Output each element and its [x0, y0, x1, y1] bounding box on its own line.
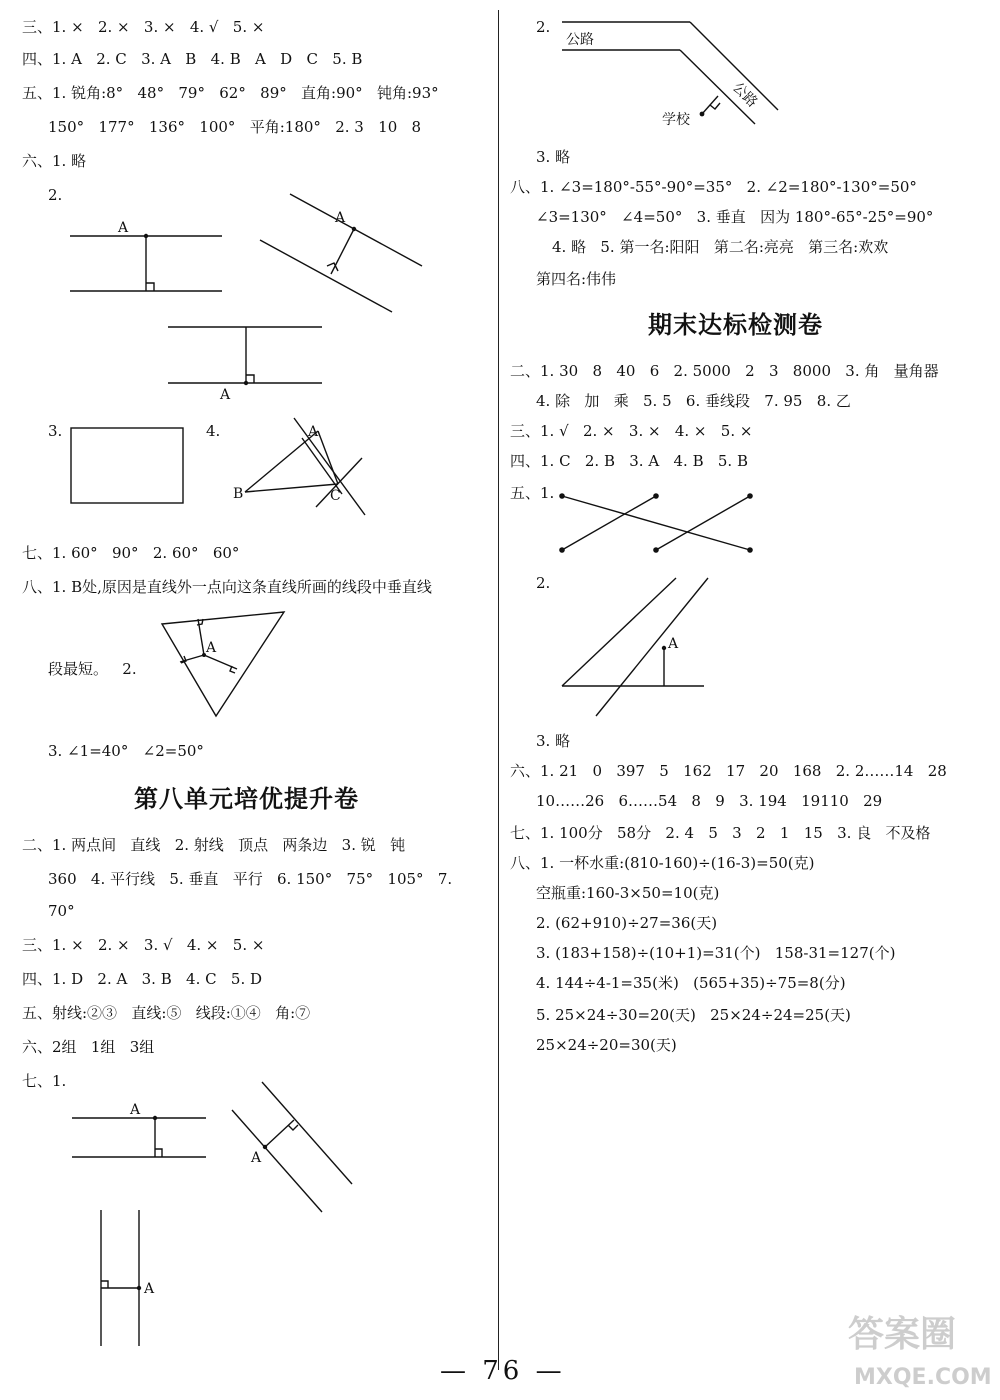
answer-line: 2. (62+910)÷27=36(天) [536, 914, 718, 932]
answer-line: 第四名:伟伟 [536, 270, 617, 288]
answer-line: 八、1. B处,原因是直线外一点向这条直线所画的线段中垂直线 [22, 578, 432, 596]
parallel-line [232, 1110, 322, 1212]
school-point [700, 112, 705, 117]
answer-line: 六、1. 略 [22, 152, 87, 170]
point-a [144, 234, 148, 238]
answer-line: 三、1. × 2. × 3. × 4. √ 5. × [22, 18, 265, 36]
answer-line: 四、1. A 2. C 3. A B 4. B A D C 5. B [22, 50, 363, 68]
label-c: C [330, 488, 341, 504]
road-school-figure [560, 16, 790, 136]
school-label: 学校 [662, 112, 690, 128]
answer-line: 六、2组 1组 3组 [22, 1038, 155, 1056]
answer-line: 二、1. 30 8 40 6 2. 5000 2 3 8000 3. 角 量角器 [510, 362, 939, 380]
answer-line: 4. 除 加 乘 5. 5 6. 垂线段 7. 95 8. 乙 [536, 392, 851, 410]
answer-line: 10……26 6……54 8 9 3. 194 19110 29 [536, 792, 883, 810]
answer-line: 八、1. 一杯水重:(810-160)÷(16-3)=50(克) [510, 854, 815, 872]
answer-line: 5. 25×24÷30=20(天) 25×24÷24=25(天) [536, 1006, 851, 1024]
label-a: A [335, 210, 346, 226]
point-a [244, 381, 248, 385]
answer-line: 三、1. × 2. × 3. √ 4. × 5. × [22, 936, 265, 954]
svg-text:答案圈: 答案圈 [848, 1314, 957, 1355]
answer-line: 四、1. D 2. A 3. B 4. C 5. D [22, 970, 263, 988]
parallel-line [290, 194, 422, 266]
answer-line: 八、1. ∠3=180°-55°-90°=35° 2. ∠2=180°-130°=50° [510, 178, 917, 196]
label-a: A [118, 220, 129, 236]
matching-line [656, 496, 750, 550]
triangle-side [318, 431, 338, 484]
triangle-side [245, 431, 318, 492]
parallel-line [596, 578, 708, 716]
watermark-logo [842, 1300, 992, 1395]
section-heading: 第八单元培优提升卷 [134, 785, 359, 813]
answer-line: ∠3=130° ∠4=50° 3. 垂直 因为 180°-65°-25°=90° [536, 208, 934, 226]
triangle-side [245, 484, 338, 492]
perpendicular-figures-2 [60, 1080, 380, 1350]
answer-line: 五、1. [510, 484, 555, 502]
right-angle-mark [288, 1125, 298, 1130]
svg-text:MXQE.COM: MXQE.COM [854, 1365, 992, 1390]
answer-line: 五、1. 锐角:8° 48° 79° 62° 89° 直角:90° 钝角:93° [22, 84, 439, 102]
section-heading: 期末达标检测卷 [648, 311, 823, 339]
label-a: A [130, 1102, 141, 1118]
matching-line [562, 496, 656, 550]
answer-line: 3. 略 [536, 148, 571, 166]
answer-line: 七、1. 60° 90° 2. 60° 60° [22, 544, 240, 562]
parallel-through-a-figure [558, 576, 718, 721]
label-a: A [308, 424, 319, 440]
answer-line: 70° [48, 902, 75, 920]
perpendicular-segment [331, 229, 354, 274]
answer-line: 2. [536, 18, 551, 36]
point-a [137, 1286, 141, 1290]
answer-line: 七、1. [22, 1072, 67, 1090]
parallel-line [260, 240, 392, 312]
answer-line: 七、1. 100分 58分 2. 4 5 3 2 1 15 3. 良 不及格 [510, 824, 931, 842]
right-angle-mark [101, 1281, 108, 1288]
answer-line: 四、1. C 2. B 3. A 4. B 5. B [510, 452, 748, 470]
answer-line: 空瓶重:160-3×50=10(克) [536, 884, 720, 902]
parallel-line [262, 1082, 352, 1184]
point-a [263, 1145, 267, 1149]
answer-line: 25×24÷20=30(天) [536, 1036, 677, 1054]
rectangle-figure [70, 426, 190, 506]
point-a [662, 646, 666, 650]
rectangle [71, 428, 183, 503]
answer-line: 2. [536, 574, 551, 592]
label-a: A [206, 640, 217, 656]
answer-line: 3. 略 [536, 732, 571, 750]
triangle-perpendiculars-figure [160, 608, 300, 723]
answer-line: 4. 略 5. 第一名:阳阳 第二名:亮亮 第三名:欢欢 [552, 238, 889, 256]
matching-lines-figure [558, 490, 758, 558]
label-a: A [251, 1150, 262, 1166]
answer-line: 3. [48, 422, 63, 440]
label-b: B [233, 486, 244, 502]
answer-line: 六、1. 21 0 397 5 162 17 20 168 2. 2……14 28 [510, 762, 947, 780]
given-line [562, 578, 676, 686]
road-label-rotated: 公路 [729, 79, 761, 111]
point-a [352, 227, 356, 231]
answer-line: 150° 177° 136° 100° 平角:180° 2. 3 10 8 [48, 118, 422, 136]
triangle [162, 612, 284, 716]
point-a [153, 1116, 157, 1120]
column-divider [498, 10, 499, 1370]
answer-line: 3. (183+158)÷(10+1)=31(个) 158-31=127(个) [536, 944, 896, 962]
answer-line: 360 4. 平行线 5. 垂直 平行 6. 150° 75° 105° 7. [48, 870, 453, 888]
answer-line: 4. 144÷4-1=35(米) (565+35)÷75=8(分) [536, 974, 846, 992]
answer-line: 段最短。 2. [48, 660, 137, 678]
label-a: A [220, 387, 231, 403]
right-angle-mark [146, 283, 154, 291]
label-a: A [668, 636, 679, 652]
answer-line: 五、射线:②③ 直线:⑤ 线段:①④ 角:⑦ [22, 1004, 311, 1022]
perpendicular-figures [60, 200, 440, 410]
answer-line: 3. ∠1=40° ∠2=50° [48, 742, 204, 760]
label-a: A [144, 1281, 155, 1297]
right-angle-mark [155, 1149, 162, 1157]
answer-line: 4. [206, 422, 221, 440]
page-number: — 76 — [440, 1356, 566, 1386]
answer-line: 二、1. 两点间 直线 2. 射线 顶点 两条边 3. 锐 钝 [22, 836, 406, 854]
road-edge [690, 22, 778, 110]
matching-line [562, 496, 750, 550]
answer-line: 2. [48, 186, 63, 204]
perpendicular-segment [180, 655, 204, 662]
answer-line: 三、1. √ 2. × 3. × 4. × 5. × [510, 422, 753, 440]
perpendicular-segment [265, 1120, 294, 1147]
road-label: 公路 [566, 32, 594, 48]
triangle-altitudes-figure [230, 418, 380, 518]
